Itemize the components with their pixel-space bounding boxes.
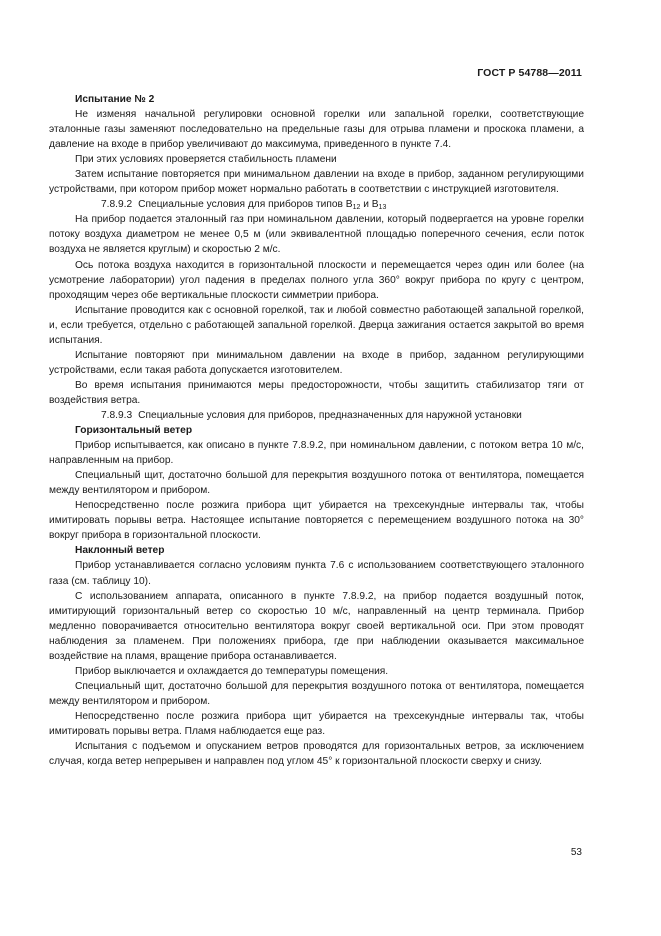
section-7892-title <box>49 197 584 212</box>
inclined-wind-heading: Наклонный ветер <box>75 545 165 557</box>
paragraph: Непосредственно после розжига прибора щит убирается на трехсекундные интервалы так, чтобы имитировать порывы ветра. Настоящее испытание повторяется с перемещением воздушного потока на 30° вокруг прибора в горизонтальной плоскости. <box>49 500 584 542</box>
section-title-text: Специальные условия для приборов типов B <box>138 199 353 211</box>
section-title-text: Специальные условия для приборов, предназначенных для наружной установки <box>138 409 522 421</box>
paragraph: С использованием аппарата, описанного в пункте 7.8.9.2, на прибор подается воздушный поток, имитирующий горизонтальный ветер со скоростью 10 м/с, направленный на центр терминала. Прибор медленно поворачивается относительно вентилятора вокруг своей вертикальной оси. При этом проводят наблюдения за пламенем. При положениях прибора, где при наблюдении оказывается максимальное воздействие на пламя, вращение прибора останавливается. <box>49 590 584 662</box>
paragraph: Испытание повторяют при минимальном давлении на входе в прибор, заданном регулирующими устройствами, если такая работа допускается изготовителем. <box>49 349 584 376</box>
test-2-heading: Испытание № 2 <box>75 94 155 105</box>
paragraph: На прибор подается эталонный газ при номинальном давлении, который подвергается на уровне горелки потоку воздуха диаметром не менее 0,5 м (или эквивалентной площадью поперечного сечения, если поток воздуха не является круглым) и скоростью 2 м/с. <box>49 214 584 256</box>
paragraph: Специальный щит, достаточно большой для перекрытия воздушного потока от вентилятора, помещается между вентилятором и прибором. <box>49 470 584 497</box>
paragraph: Специальный щит, достаточно большой для перекрытия воздушного потока от вентилятора, помещается между вентилятором и прибором. <box>49 680 584 707</box>
section-7893-title <box>49 408 584 423</box>
paragraph: Испытание проводится как с основной горелкой, так и любой совместно работающей запальной горелкой, и, если требуется, отдельно с работающей запальной горелкой. Дверца зажигания остается закрытой во время испытания. <box>49 304 584 346</box>
paragraph: Прибор устанавливается согласно условиям пункта 7.6 с использованием соответствующего эталонного газа (см. таблицу 10). <box>49 560 584 587</box>
paragraph: Не изменяя начальной регулировки основной горелки или запальной горелки, соответствующие эталонные газы заменяют последовательно на предельные газы для отрыва пламени и проскока пламени, а давление на входе в прибор увеличивают до максимума, приведенного в пункте 7.4. <box>49 109 584 151</box>
paragraph: Прибор испытывается, как описано в пункте 7.8.9.2, при номинальном давлении, с потоком ветра 10 м/с, направленным на прибор. <box>49 440 584 467</box>
standard-code: ГОСТ Р 54788—2011 <box>477 67 582 79</box>
section-number: 7.8.9.2 <box>101 199 133 211</box>
paragraph: Во время испытания принимаются меры предосторожности, чтобы защитить стабилизатор тяги от воздействия ветра. <box>49 379 584 406</box>
section-number: 7.8.9.3 <box>101 409 133 421</box>
paragraph: Прибор выключается и охлаждается до температуры помещения. <box>75 665 389 677</box>
paragraph: Непосредственно после розжига прибора щит убирается на трехсекундные интервалы так, чтобы имитировать порывы ветра. Пламя наблюдается еще раз. <box>49 710 584 737</box>
document-body <box>49 92 584 769</box>
page-number: 53 <box>570 847 582 858</box>
paragraph: Затем испытание повторяется при минимальном давлении на входе в прибор, заданном регулирующими устройствами, при котором прибор может нормально работать в соответствии с инструкцией изготовителя. <box>49 169 584 196</box>
paragraph: Ось потока воздуха находится в горизонтальной плоскости и перемещается через один или более (на усмотрение лаборатории) угол падения в пределах полного угла 360° вокруг прибора по кругу с центром, проходящим через обе вертикальные плоскости симметрии прибора. <box>49 259 584 301</box>
section-title-text: и B <box>360 199 379 211</box>
subscript: 13 <box>378 204 387 212</box>
horizontal-wind-heading: Горизонтальный ветер <box>75 425 193 437</box>
paragraph: При этих условиях проверяется стабильность пламени <box>75 154 337 166</box>
subscript: 12 <box>352 204 361 212</box>
paragraph: Испытания с подъемом и опусканием ветров проводятся для горизонтальных ветров, за исключением случая, когда ветер непрерывен и направлен под углом 45° к горизонтальной плоскости сверху и снизу. <box>49 741 584 768</box>
